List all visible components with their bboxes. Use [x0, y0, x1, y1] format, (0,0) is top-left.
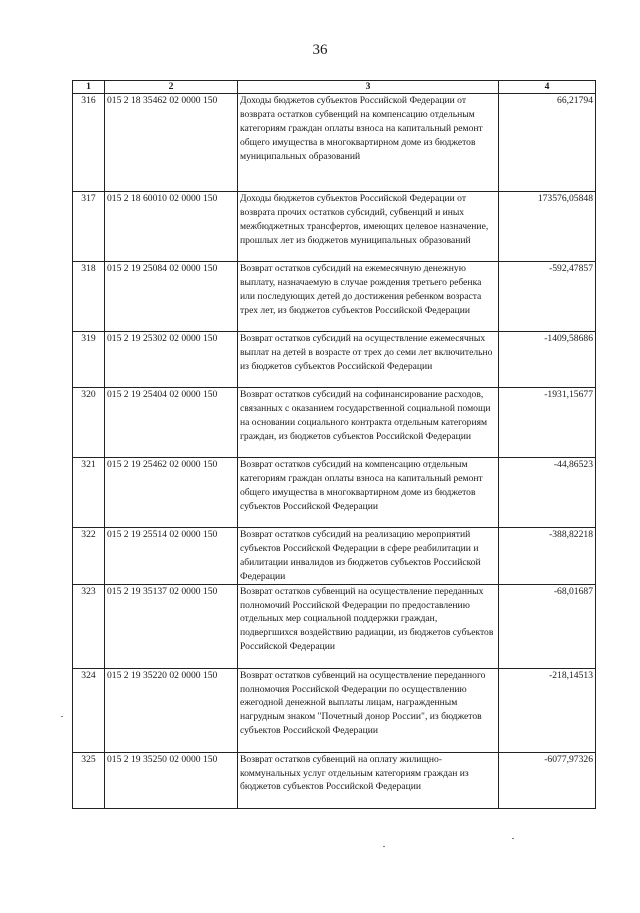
budget-code: 015 2 18 35462 02 0000 150: [105, 94, 238, 192]
amount: 173576,05848: [499, 192, 596, 262]
amount: -592,47857: [499, 262, 596, 332]
scan-speck: [512, 838, 514, 839]
table-row: [73, 262, 596, 332]
budget-code: 015 2 19 25462 02 0000 150: [105, 458, 238, 528]
row-number: 319: [73, 332, 105, 388]
row-number: 321: [73, 458, 105, 528]
table-row: [73, 192, 596, 262]
budget-code: 015 2 19 25302 02 0000 150: [105, 332, 238, 388]
amount: -388,82218: [499, 528, 596, 585]
row-number: 324: [73, 668, 105, 752]
budget-code: 015 2 18 60010 02 0000 150: [105, 192, 238, 262]
scan-speck: [61, 716, 63, 717]
amount: -218,14513: [499, 668, 596, 752]
scan-speck: [383, 846, 385, 847]
table-row: [73, 458, 596, 528]
income-description: Возврат остатков субсидий на софинансирование расходов, связанных с оказанием государственной социальной помощи на основании социального контракта отдельным категориям граждан, из бюджетов субъектов Российской Федерации: [238, 388, 499, 458]
income-description: Возврат остатков субвенций на осуществление переданного полномочия Российской Федерации по осуществлению ежегодной денежной выплаты лицам, награжденным нагрудным знаком "Почетный донор России", из бюджетов субъектов Российской Федерации: [238, 668, 499, 752]
budget-code: 015 2 19 25404 02 0000 150: [105, 388, 238, 458]
budget-code: 015 2 19 25514 02 0000 150: [105, 528, 238, 585]
budget-table: [72, 80, 596, 809]
row-number: 316: [73, 94, 105, 192]
budget-code: 015 2 19 25084 02 0000 150: [105, 262, 238, 332]
amount: 66,21794: [499, 94, 596, 192]
column-header-3: 3: [238, 81, 499, 94]
amount: -68,01687: [499, 584, 596, 668]
budget-code: 015 2 19 35137 02 0000 150: [105, 584, 238, 668]
amount: -1931,15677: [499, 388, 596, 458]
income-description: Возврат остатков субсидий на реализацию мероприятий субъектов Российской Федерации в сфере реабилитации и абилитации инвалидов из бюджетов субъектов Российской Федерации: [238, 528, 499, 585]
income-description: Возврат остатков субсидий на ежемесячную денежную выплату, назначаемую в случае рождения третьего ребенка или последующих детей до достижения ребенком возраста трех лет, из бюджетов субъектов Российской Федерации: [238, 262, 499, 332]
row-number: 322: [73, 528, 105, 585]
row-number: 317: [73, 192, 105, 262]
table-row: [73, 752, 596, 808]
income-description: Возврат остатков субвенций на оплату жилищно-коммунальных услуг отдельным категориям граждан из бюджетов субъектов Российской Федерации: [238, 752, 499, 808]
income-description: Возврат остатков субсидий на компенсацию отдельным категориям граждан оплаты взноса на капитальный ремонт общего имущества в многоквартирном доме из бюджетов субъектов Российской Федерации: [238, 458, 499, 528]
column-header-4: 4: [499, 81, 596, 94]
income-description: Доходы бюджетов субъектов Российской Федерации от возврата остатков субвенций на компенсацию отдельным категориям граждан оплаты взноса на капитальный ремонт общего имущества в многоквартирном доме из бюджетов муниципальных образований: [238, 94, 499, 192]
amount: -6077,97326: [499, 752, 596, 808]
row-number: 318: [73, 262, 105, 332]
income-description: Возврат остатков субсидий на осуществление ежемесячных выплат на детей в возрасте от трех до семи лет включительно из бюджетов субъектов Российской Федерации: [238, 332, 499, 388]
row-number: 323: [73, 584, 105, 668]
row-number: 325: [73, 752, 105, 808]
amount: -1409,58686: [499, 332, 596, 388]
income-description: Возврат остатков субвенций на осуществление переданных полномочий Российской Федерации по предоставлению отдельных мер социальной поддержки граждан, подвергшихся воздействию радиации, из бюджетов субъектов Российской Федерации: [238, 584, 499, 668]
table-row: [73, 388, 596, 458]
column-header-2: 2: [105, 81, 238, 94]
table-row: [73, 584, 596, 668]
table-row: [73, 668, 596, 752]
row-number: 320: [73, 388, 105, 458]
amount: -44,86523: [499, 458, 596, 528]
table-header-row: [73, 81, 596, 94]
page-number: 36: [312, 42, 328, 58]
table-row: [73, 94, 596, 192]
table-row: [73, 528, 596, 585]
table-row: [73, 332, 596, 388]
income-description: Доходы бюджетов субъектов Российской Федерации от возврата прочих остатков субсидий, субвенций и иных межбюджетных трансфертов, имеющих целевое назначение, прошлых лет из бюджетов муниципальных образований: [238, 192, 499, 262]
budget-code: 015 2 19 35250 02 0000 150: [105, 752, 238, 808]
budget-code: 015 2 19 35220 02 0000 150: [105, 668, 238, 752]
column-header-1: 1: [73, 81, 105, 94]
